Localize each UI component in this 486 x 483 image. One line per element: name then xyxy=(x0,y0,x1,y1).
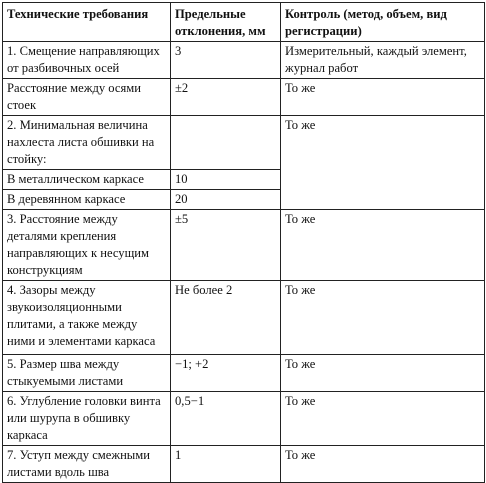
control-cell: То же xyxy=(281,355,485,392)
deviation-cell: 20 xyxy=(171,190,281,210)
requirement-cell: 7. Уступ между смежными листами вдоль шва xyxy=(3,446,171,483)
requirement-cell: 4. Зазоры между звукоизоляционными плитами, а также между ними и элементами каркаса xyxy=(3,281,171,355)
header-control: Контроль (метод, объем, вид регистрации) xyxy=(281,3,485,42)
table-row xyxy=(3,42,485,79)
table-row xyxy=(3,392,485,446)
requirement-cell: В металлическом каркасе xyxy=(3,170,171,190)
table-row xyxy=(3,355,485,392)
deviation-cell xyxy=(171,116,281,170)
requirement-cell: 2. Минимальная величина нахлеста листа обшивки на стойку: xyxy=(3,116,171,170)
requirement-cell: 3. Расстояние между деталями крепления направляющих к несущим конструкциям xyxy=(3,210,171,281)
table-row xyxy=(3,446,485,483)
control-cell: То же xyxy=(281,210,485,281)
requirement-cell: 6. Углубление головки винта или шурупа в обшивку каркаса xyxy=(3,392,171,446)
control-cell: То же xyxy=(281,79,485,116)
deviation-cell: 0,5−1 xyxy=(171,392,281,446)
deviation-cell: 3 xyxy=(171,42,281,79)
deviation-cell: ±2 xyxy=(171,79,281,116)
table-row xyxy=(3,210,485,281)
control-cell: То же xyxy=(281,281,485,355)
control-cell: То же xyxy=(281,116,485,210)
requirement-cell: 5. Размер шва между стыкуемыми листами xyxy=(3,355,171,392)
deviation-cell: 1 xyxy=(171,446,281,483)
table-row xyxy=(3,79,485,116)
deviation-cell: ±5 xyxy=(171,210,281,281)
header-requirements: Технические требования xyxy=(3,3,171,42)
header-row xyxy=(3,3,485,42)
requirement-cell: 1. Смещение направляющих от разбивочных осей xyxy=(3,42,171,79)
control-cell: То же xyxy=(281,446,485,483)
control-cell: Измерительный, каждый элемент, журнал работ xyxy=(281,42,485,79)
requirement-cell: Расстояние между осями стоек xyxy=(3,79,171,116)
deviation-cell: −1; +2 xyxy=(171,355,281,392)
table-row xyxy=(3,116,485,170)
requirement-cell: В деревянном каркасе xyxy=(3,190,171,210)
requirements-table xyxy=(2,2,485,483)
table-row xyxy=(3,281,485,355)
control-cell: То же xyxy=(281,392,485,446)
header-deviations: Предельные отклонения, мм xyxy=(171,3,281,42)
deviation-cell: Не более 2 xyxy=(171,281,281,355)
deviation-cell: 10 xyxy=(171,170,281,190)
